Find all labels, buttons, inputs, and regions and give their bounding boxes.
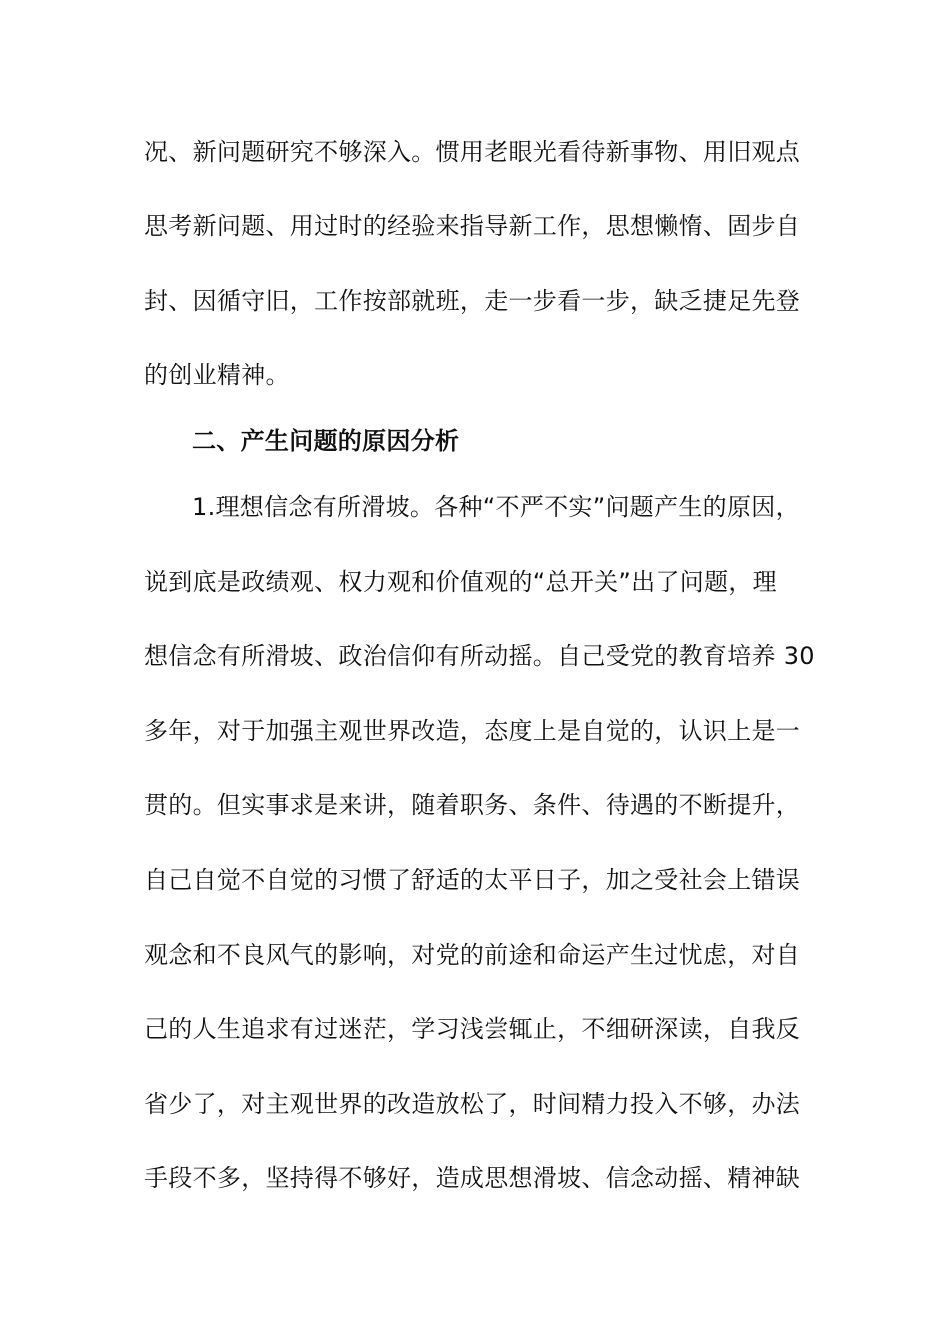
paragraph-line: 1.理想信念有所滑坡。各种“不严不实”问题产生的原因， (192, 493, 800, 521)
paragraph-line: 况、新问题研究不够深入。惯用老眼光看待新事物、用旧观点 (144, 138, 801, 166)
paragraph-line: 想信念有所滑坡、政治信仰有所动摇。自己受党的教育培养 30 (144, 642, 815, 670)
paragraph-line: 说到底是政绩观、权力观和价值观的“总开关”出了问题，理 (144, 568, 777, 596)
paragraph-line: 省少了，对主观世界的改造放松了，时间精力投入不够，办法 (144, 1090, 801, 1118)
paragraph-line: 思考新问题、用过时的经验来指导新工作，思想懒惰、固步自 (144, 212, 801, 240)
paragraph-line: 多年，对于加强主观世界改造，态度上是自觉的，认识上是一 (144, 717, 801, 745)
paragraph-line: 己的人生追求有过迷茫，学习浅尝辄止，不细研深读，自我反 (144, 1015, 801, 1043)
paragraph-line: 观念和不良风气的影响，对党的前途和命运产生过忧虑，对自 (144, 941, 801, 969)
paragraph-line: 的创业精神。 (144, 361, 290, 389)
section-heading: 二、产生问题的原因分析 (192, 427, 460, 455)
paragraph-line: 封、因循守旧，工作按部就班，走一步看一步，缺乏捷足先登 (144, 287, 801, 315)
paragraph-line: 贯的。但实事求是来讲，随着职务、条件、待遇的不断提升， (144, 791, 801, 819)
paragraph-line: 手段不多，坚持得不够好，造成思想滑坡、信念动摇、精神缺 (144, 1164, 801, 1192)
paragraph-line: 自己自觉不自觉的习惯了舒适的太平日子，加之受社会上错误 (144, 866, 801, 894)
